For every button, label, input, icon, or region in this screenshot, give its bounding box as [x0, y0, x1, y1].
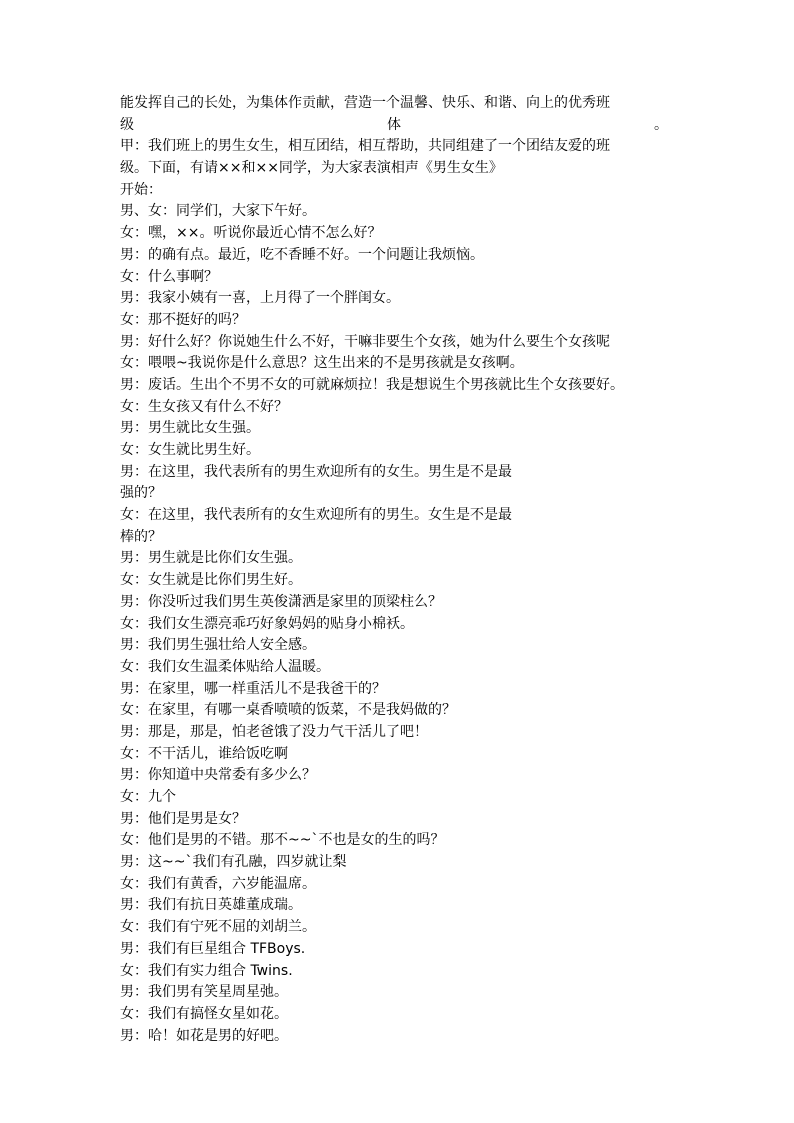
text-line: 男：他们是男是女？ — [120, 810, 246, 827]
text-line: 女：我们有宁死不屈的刘胡兰。 — [120, 919, 316, 936]
text-line: 男、女：同学们，大家下午好。 — [120, 203, 316, 220]
text-line: 女：喂喂~我说你是什么意思？这生出来的不是男孩就是女孩啊。 — [120, 355, 524, 372]
text-fragment: 体 — [387, 116, 401, 133]
document-body — [120, 93, 676, 1047]
text-line: 女：我们女生温柔体贴给人温暖。 — [120, 658, 330, 675]
text-line: 强的？ — [120, 485, 162, 502]
text-line: 男：的确有点。最近，吃不香睡不好。一个问题让我烦恼。 — [120, 246, 484, 263]
text-line: 男：我们有巨星组合 TFBoys. — [120, 940, 306, 957]
text-line: 女：什么事啊？ — [120, 268, 218, 285]
text-line: 女：女生就是比你们男生好。 — [120, 572, 302, 589]
text-line: 女：我们女生漂亮乖巧好象妈妈的贴身小棉袄。 — [120, 615, 414, 632]
text-line: 女：生女孩又有什么不好？ — [120, 398, 288, 415]
text-line: 女：我们有黄香，六岁能温席。 — [120, 875, 316, 892]
text-line: 女：九个 — [120, 789, 176, 805]
text-line: 级。下面，有请××和××同学，为大家表演相声《男生女生》 — [120, 160, 503, 177]
text-line: 男：男生就比女生强。 — [120, 420, 260, 437]
text-line: 男：我们有抗日英雄董成瑞。 — [120, 897, 302, 914]
text-line: 男：男生就是比你们女生强。 — [120, 550, 302, 567]
text-line: 男：那是，那是，怕老爸饿了没力气干活儿了吧！ — [120, 723, 428, 740]
text-line: 女：不干活儿，谁给饭吃啊 — [120, 745, 288, 762]
text-line: 女：嘿，××。听说你最近心情不怎么好？ — [120, 225, 382, 242]
text-line: 男：在家里，哪一样重活儿不是我爸干的？ — [120, 680, 386, 697]
text-line: 男：我家小姨有一喜，上月得了一个胖闺女。 — [120, 290, 400, 307]
text-line-justified — [120, 115, 668, 137]
text-line: 女：那不挺好的吗？ — [120, 311, 246, 328]
text-line: 男：我们男有笑星周星弛。 — [120, 984, 288, 1001]
text-line: 女：他们是男的不错。那不~~`不也是女的生的吗？ — [120, 832, 445, 849]
text-line: 男：这~~`我们有孔融，四岁就让梨 — [120, 854, 347, 871]
text-line: 开始： — [120, 181, 162, 198]
text-line: 男：哈！如花是男的好吧。 — [120, 1027, 288, 1044]
text-line: 棒的？ — [120, 528, 162, 545]
text-fragment: 。 — [654, 116, 668, 133]
text-line: 能发挥自己的长处，为集体作贡献，营造一个温馨、快乐、和谐、向上的优秀班 — [120, 95, 610, 111]
text-line: 女：在这里，我代表所有的女生欢迎所有的男生。女生是不是最 — [120, 507, 512, 524]
text-line: 女：在家里，有哪一桌香喷喷的饭菜，不是我妈做的？ — [120, 702, 456, 719]
text-line: 男：你知道中央常委有多少么？ — [120, 767, 316, 784]
text-line: 男：在这里，我代表所有的男生欢迎所有的女生。男生是不是最 — [120, 463, 512, 480]
text-line: 男：我们男生强壮给人安全感。 — [120, 637, 316, 654]
text-line: 男：好什么好？你说她生什么不好，干嘛非要生个女孩，她为什么要生个女孩呢 — [120, 333, 610, 350]
text-fragment: 级 — [120, 116, 134, 133]
text-line: 女：我们有实力组合 Twins. — [120, 962, 293, 979]
text-line: 男：你没听过我们男生英俊潇洒是家里的顶梁柱么？ — [120, 593, 442, 610]
text-line: 女：我们有搞怪女星如花。 — [120, 1005, 288, 1022]
text-line: 女：女生就比男生好。 — [120, 442, 260, 458]
text-line: 男：废话。生出个不男不女的可就麻烦拉！我是想说生个男孩就比生个女孩要好。 — [120, 376, 624, 393]
text-line: 甲：我们班上的男生女生，相互团结，相互帮助，共同组建了一个团结友爱的班 — [120, 138, 610, 155]
